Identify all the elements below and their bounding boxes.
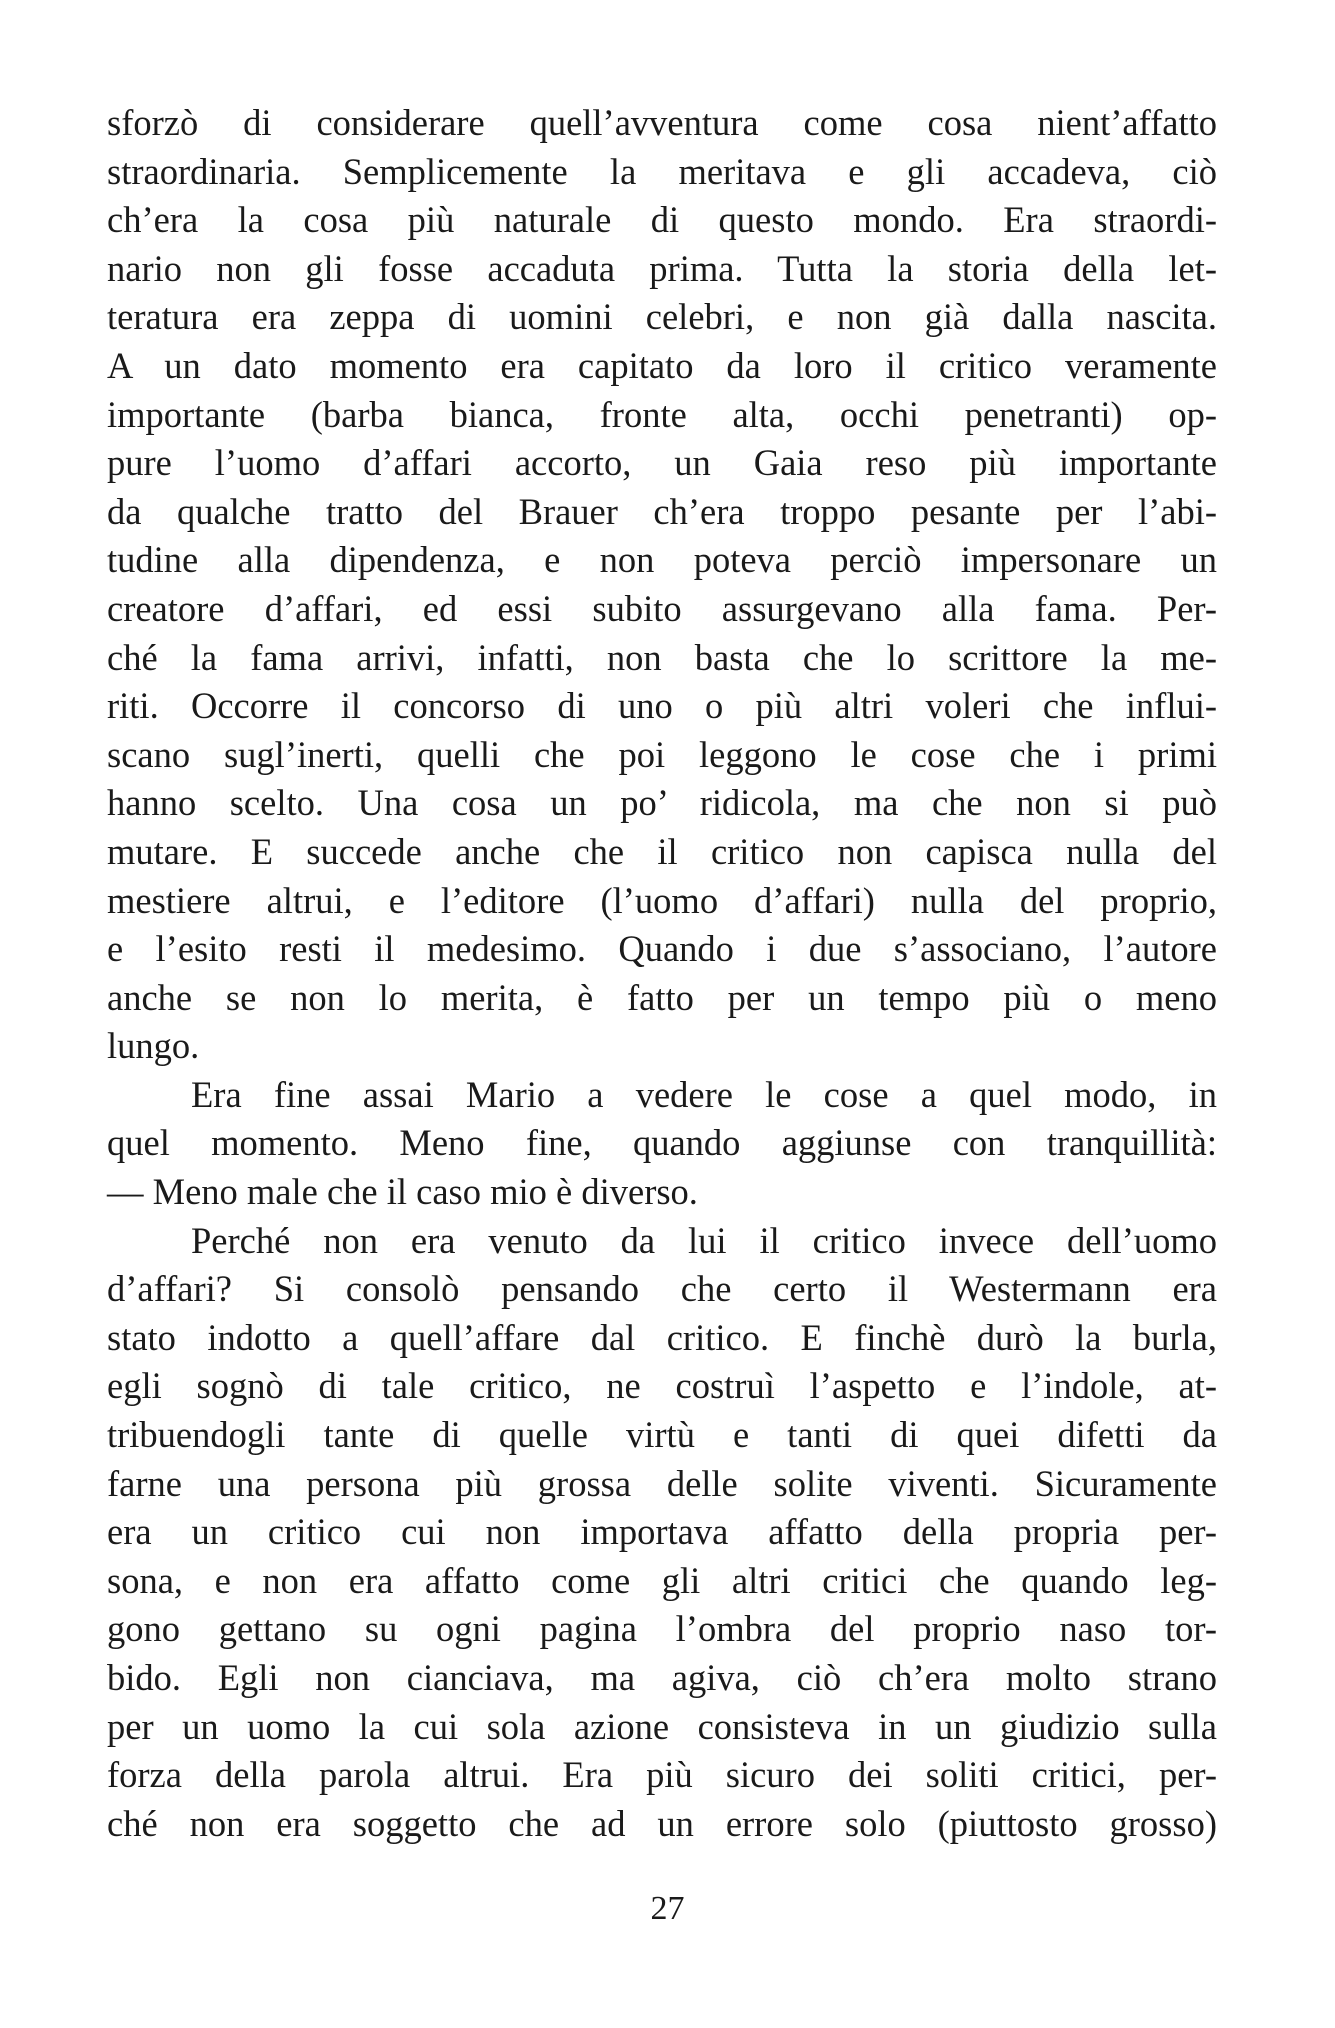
paragraph: [107, 1071, 1217, 1168]
text-line: per un uomo la cui sola azione consisteva in un giudizio sulla: [107, 1705, 1217, 1747]
text-line: mestiere altrui, e l’editore (l’uomo d’affari) nulla del proprio,: [107, 879, 1217, 921]
text-line: creatore d’affari, ed essi subito assurgevano alla fama. Per-: [107, 587, 1217, 629]
text-line: ché la fama arrivi, infatti, non basta che lo scrittore la me-: [107, 636, 1217, 678]
text-line: Era fine assai Mario a vedere le cose a quel modo, in: [191, 1073, 1217, 1115]
text-line: quel momento. Meno fine, quando aggiunse con tranquillità:: [107, 1122, 1217, 1164]
text-line: pure l’uomo d’affari accorto, un Gaia reso più importante: [107, 442, 1217, 484]
text-line: importante (barba bianca, fronte alta, occhi penetranti) op-: [107, 393, 1217, 435]
text-line: era un critico cui non importava affatto della propria per-: [107, 1511, 1217, 1553]
text-line: ché non era soggetto che ad un errore solo (piuttosto grosso): [107, 1802, 1217, 1844]
text-line: bido. Egli non cianciava, ma agiva, ciò ch’era molto strano: [107, 1657, 1217, 1698]
page-number: 27: [650, 1890, 685, 1927]
text-line: Perché non era venuto da lui il critico invece dell’uomo: [191, 1219, 1217, 1261]
paragraph: [107, 99, 1217, 1071]
text-line: ch’era la cosa più naturale di questo mondo. Era straordi-: [107, 199, 1217, 241]
text-line: teratura era zeppa di uomini celebri, e non già dalla nascita.: [107, 296, 1217, 338]
text-line: tribuendogli tante di quelle virtù e tanti di quei difetti da: [107, 1414, 1217, 1456]
text-line: straordinaria. Semplicemente la meritava e gli accadeva, ciò: [107, 150, 1217, 192]
text-line: hanno scelto. Una cosa un po’ ridicola, ma che non si può: [107, 782, 1217, 824]
text-line: tudine alla dipendenza, e non poteva perciò impersonare un: [107, 539, 1217, 581]
text-line: gono gettano su ogni pagina l’ombra del proprio naso tor-: [107, 1608, 1217, 1650]
text-line: e l’esito resti il medesimo. Quando i due s’associano, l’autore: [107, 928, 1217, 970]
text-line: riti. Occorre il concorso di uno o più altri voleri che influi-: [107, 685, 1217, 727]
text-line: scano sugl’inerti, quelli che poi leggono le cose che i primi: [107, 733, 1217, 775]
text-line: — Meno male che il caso mio è diverso.: [107, 1171, 698, 1213]
dialogue-paragraph: [107, 1168, 1217, 1217]
text-line: egli sognò di tale critico, ne costruì l’aspetto e l’indole, at-: [107, 1365, 1217, 1407]
text-line: anche se non lo merita, è fatto per un tempo più o meno: [107, 976, 1217, 1018]
text-line: forza della parola altrui. Era più sicuro dei soliti critici, per-: [107, 1754, 1217, 1796]
text-line: lungo.: [107, 1025, 200, 1067]
text-line: farne una persona più grossa delle solite viventi. Sicuramente: [107, 1462, 1217, 1504]
text-line: nario non gli fosse accaduta prima. Tutta la storia della let-: [107, 247, 1217, 289]
text-line: stato indotto a quell’affare dal critico. E finchè durò la burla,: [107, 1316, 1217, 1358]
text-line: da qualche tratto del Brauer ch’era troppo pesante per l’abi-: [107, 490, 1217, 532]
body-text: [107, 99, 1217, 1848]
paragraph: [107, 1217, 1217, 1849]
text-line: d’affari? Si consolò pensando che certo il Westermann era: [107, 1268, 1217, 1310]
text-line: sona, e non era affatto come gli altri critici che quando leg-: [107, 1559, 1217, 1601]
text-line: mutare. E succede anche che il critico non capisca nulla del: [107, 830, 1217, 872]
text-line: A un dato momento era capitato da loro il critico veramente: [107, 344, 1217, 386]
text-line: sforzò di considerare quell’avventura come cosa nient’affatto: [107, 102, 1217, 143]
